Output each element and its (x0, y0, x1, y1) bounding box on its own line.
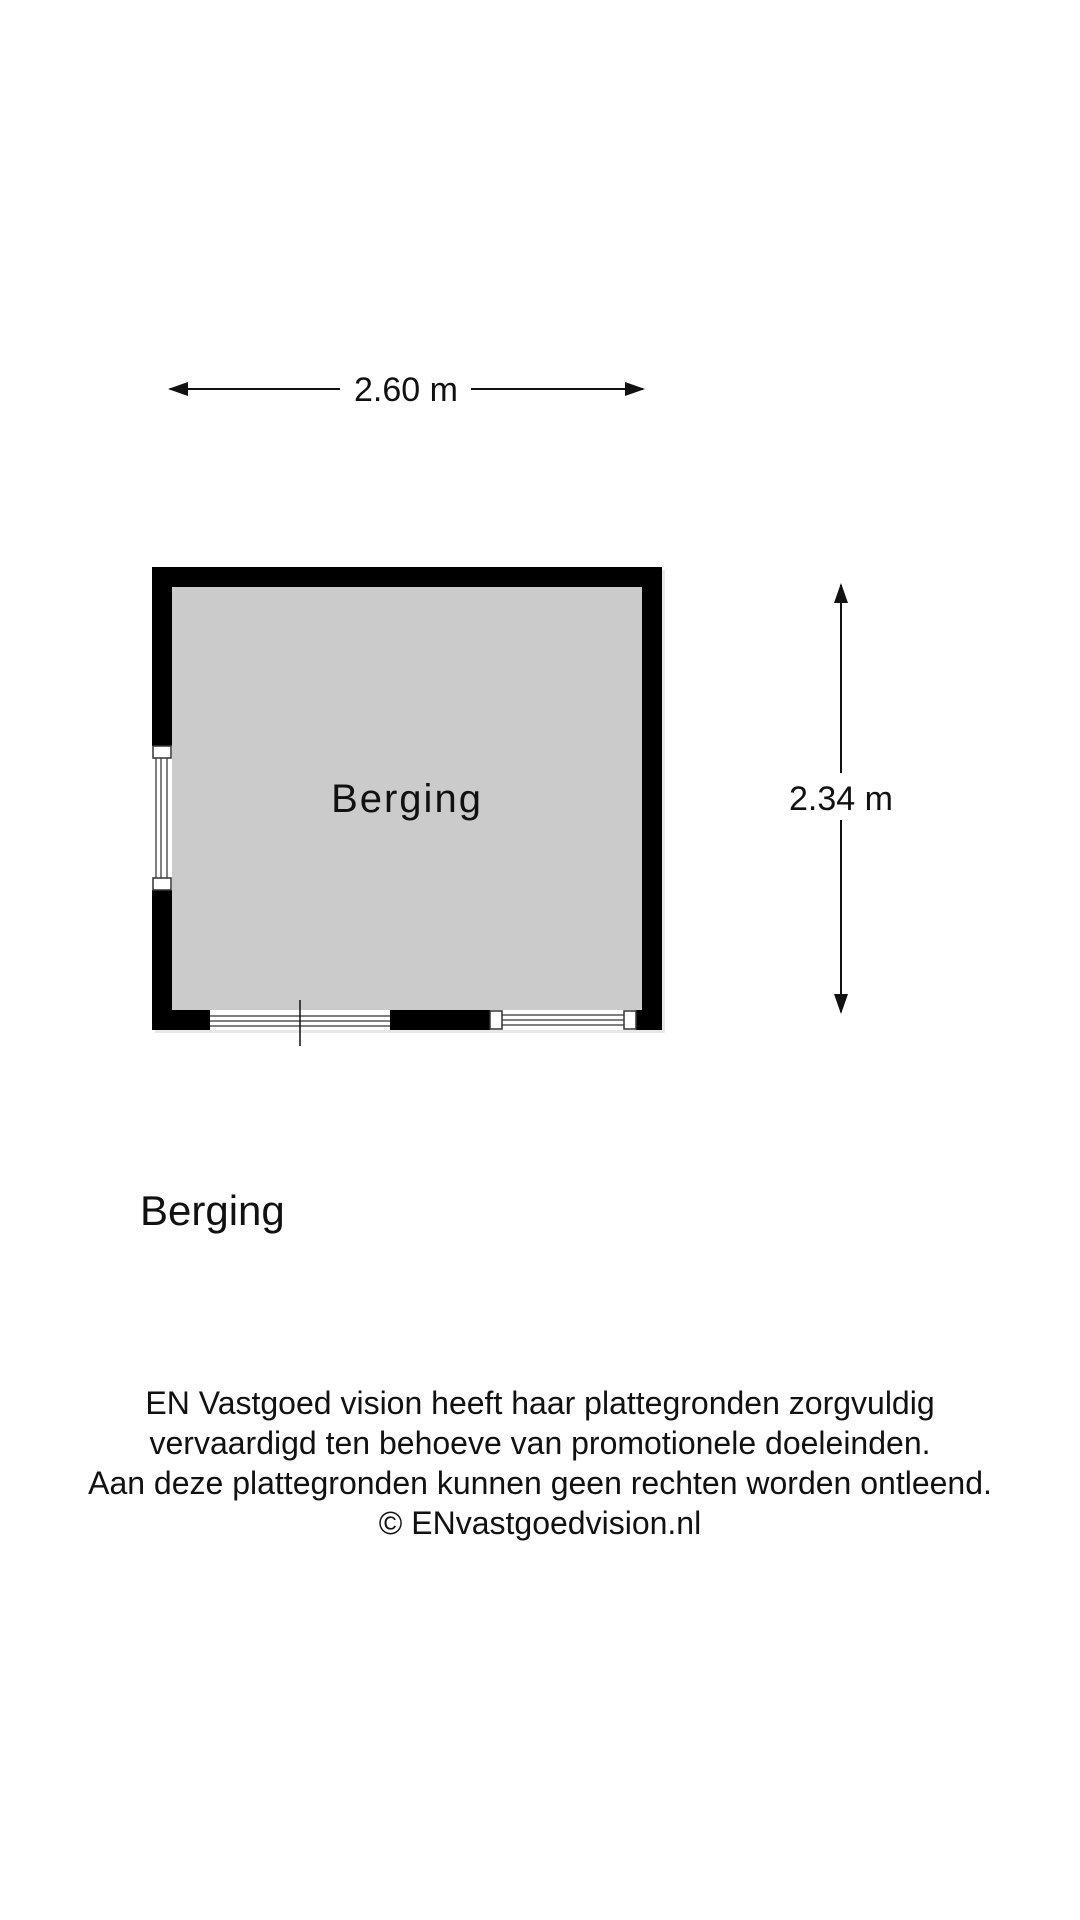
window-left-wall (152, 746, 172, 890)
width-dimension-label: 2.60 m (354, 371, 458, 409)
room-label: Berging (331, 777, 483, 821)
width-dimension (170, 371, 643, 409)
disclaimer (0, 1383, 1080, 1543)
disclaimer-line: vervaardigd ten behoeve van promotionele doeleinden. (149, 1425, 931, 1461)
floor-caption: Berging (140, 1187, 285, 1234)
disclaimer-line: EN Vastgoed vision heeft haar plattegronden zorgvuldig (145, 1385, 935, 1421)
window-bottom-wall (490, 1010, 636, 1030)
disclaimer-line: Aan deze plattegronden kunnen geen rechten worden ontleend. (88, 1465, 992, 1501)
height-dimension-label: 2.34 m (789, 780, 893, 818)
copyright-line: © ENvastgoedvision.nl (378, 1505, 702, 1541)
height-dimension (789, 585, 893, 1012)
